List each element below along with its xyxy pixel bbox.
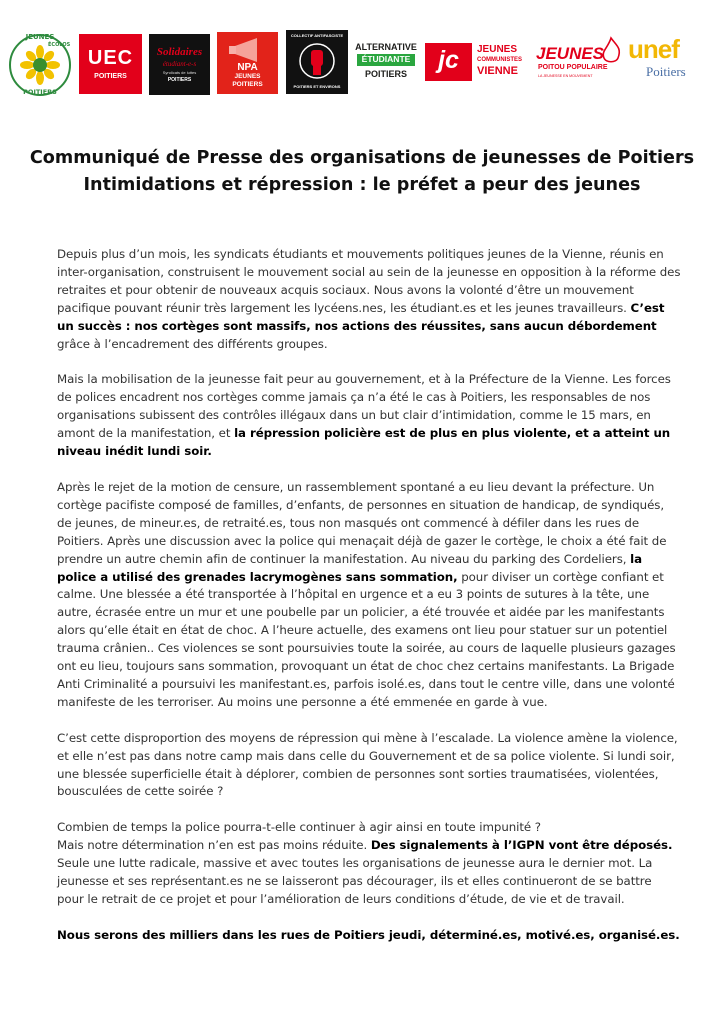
jpp-tagline-text: LA JEUNESSE EN MOUVEMENT — [538, 74, 593, 78]
title-line-2: Intimidations et répression : le préfet a peur des jeunes — [83, 175, 641, 195]
logo-collectif-antifasciste — [286, 30, 348, 94]
body-paragraph — [57, 371, 681, 461]
logo-npa-jeunes — [217, 32, 278, 94]
body-paragraph — [57, 819, 681, 909]
jc-line3-text: VIENNE — [477, 65, 518, 77]
press-release-body — [57, 246, 681, 963]
npa-jeunes-text: JEUNES — [234, 73, 261, 80]
logo-banner — [6, 28, 718, 100]
jeunes-ecolos-side-text: ÉCOLOS — [48, 42, 71, 48]
unef-city-text: Poitiers — [646, 64, 686, 79]
paragraph-text: Après le rejet de la motion de censure, un rassemblement spontané a eu lieu devant la préfecture. Un cortège pacifiste composé de familles, d’enfants, de personnes en situation de handicap, de syndiqués, de jeunes, de mineur.es, de retraité.es, tous non masqués ont commencé à défiler dans les rues de Poitiers. Après une discussion avec la police qui menaçait déjà de gazer le cortège, le choix a été fait de prendre un autre chemin afin de continuer la manifestation. Au niveau du parking des Cordeliers, — [57, 479, 667, 566]
jeunes-ecolos-top-text: JEUNES — [25, 33, 55, 41]
jc-line1-text: JEUNES — [477, 44, 518, 55]
jc-mark-text: jc — [438, 46, 459, 74]
paragraph-text: Mais la mobilisation de la jeunesse fait peur au gouvernement, et à la Préfecture de la Vienne. Les forces de polices encadrent nos cortèges comme jamais ça n’a été le cas à Poitiers, les responsables de nos organisations subissent des contrôles illégaux dans un but clair d’intimidation, comme le 15 mars, en amont de la manifestation, et — [57, 372, 671, 441]
body-paragraph — [57, 479, 681, 712]
paragraph-text: pour diviser un cortège confiant et calme. Une blessée a été transportée à l’hôpital en urgence et a eu 3 points de sutures à la tête, une autre, écrasée entre un mur et une poubelle par un policier, a été trouvée et aidée par les manifestants alors qu’elle était en état de choc. A l’heure actuelle, des examens ont lieu pour statuer sur un potentiel trauma crânien.. Ces violences se sont poursuivies toute la soirée, au cours de laquelle plusieurs gazages ont eu lieu, toujours sans sommation, provoquant un état de choc chez certains manifestants. La Brigade Anti Criminalité a poursuivi les manifestant.es, parfois isolé.es, dans tout le centre ville, dans une volonté manifeste de les terroriser. Au moins une personne a été emmenée en garde à vue. — [57, 569, 676, 709]
npa-city-text: POITIERS — [232, 81, 263, 88]
paragraph-text: Combien de temps la police pourra-t-elle continuer à agir ainsi en toute impunité ? — [57, 820, 541, 835]
logo-unef — [626, 36, 716, 84]
jpp-sub-text: POITOU POPULAIRE — [538, 64, 608, 71]
paragraph-text: C’est cette disproportion des moyens de répression qui mène à l’escalade. La violence amène la violence, et elle n’est pas dans notre camp mais dans celle du Gouvernement et de sa police violente. Si lundi soir, une blessée superficielle était à déplorer, combien de personnes sont sorties traumatisées, violentées, bousculées de cette soirée ? — [57, 730, 678, 799]
alternative-city-text: POITIERS — [364, 69, 407, 79]
antifa-top-text: COLLECTIF ANTIFASCISTE — [290, 33, 344, 38]
body-paragraph — [57, 927, 681, 945]
jc-mark — [425, 43, 472, 81]
solidaires-sub-text: étudiant-e-s — [162, 60, 197, 68]
solidaires-city-text: POITIERS — [167, 77, 192, 83]
emphasis-text: Nous serons des milliers dans les rues de Poitiers jeudi, déterminé.es, motivé.es, organisé.es. — [57, 927, 680, 942]
jpp-flame-icon — [596, 36, 622, 66]
logo-solidaires — [149, 34, 210, 95]
alternative-etudiante-text: ÉTUDIANTE — [357, 54, 415, 66]
solidaires-tagline-text: Syndicats de luttes — [162, 70, 197, 75]
emphasis-text: la répression policière est de plus en plus violente, et a atteint un niveau inédit lundi soir. — [57, 426, 671, 459]
logo-alternative-etudiante — [352, 42, 420, 86]
unef-name-text: unef — [628, 36, 679, 64]
emphasis-text: Des signalements à l’IGPN vont être déposés. — [370, 838, 673, 853]
alternative-name-text: ALTERNATIVE — [355, 42, 417, 52]
jeunes-ecolos-bottom-text: POITIERS — [23, 88, 57, 96]
logo-jeunes-ecolos — [8, 32, 72, 98]
emphasis-text: C’est un succès : nos cortèges sont massifs, nos actions des réussites, sans aucun débordement — [57, 300, 665, 333]
logo-jeunes-poitou-populaire — [534, 36, 622, 86]
paragraph-text: Seule une lutte radicale, massive et avec toutes les organisations de jeunesse aura le dernier mot. La jeunesse et ses représentant.es ne se laisseront pas décourager, ils et elles continueront de se battre pour le retrait de ce projet et pour l’amélioration de leurs conditions d’étude, de vie et de travail. — [57, 856, 653, 906]
emphasis-text: la police a utilisé des grenades lacrymogènes sans sommation, — [57, 551, 642, 584]
body-paragraph — [57, 246, 681, 353]
uec-mark-text: UEC — [87, 47, 134, 69]
paragraph-text: Depuis plus d’un mois, les syndicats étudiants et mouvements politiques jeunes de la Vienne, réunis en inter-organisation, construisent le mouvement social au sein de la jeunesse en opposition à la réforme des retraites et pour obtenir de nouveaux acquis sociaux. Nous avons la volonté d’être un mouvement pacifique pouvant réunir très largement les lycéens.nes, les étudiant.es et les jeunes travailleurs. — [57, 247, 681, 315]
npa-name-text: NPA — [237, 62, 258, 73]
press-release-title — [0, 145, 724, 199]
paragraph-text: grâce à l’encadrement des différents groupes. — [57, 336, 328, 351]
antifa-bottom-text: POITIERS ET ENVIRONS — [293, 84, 341, 89]
jc-line2-text: COMMUNISTES — [477, 57, 522, 63]
title-line-1: Communiqué de Presse des organisations de jeunesses de Poitiers — [29, 148, 695, 168]
uec-city-text: POITIERS — [94, 73, 127, 80]
paragraph-text: Mais notre détermination n’en est pas moins réduite. — [57, 838, 371, 853]
jpp-name-text: JEUNES — [536, 44, 605, 63]
logo-uec — [79, 34, 142, 94]
logo-jeunes-communistes — [425, 43, 533, 83]
body-paragraph — [57, 730, 681, 802]
solidaires-name-text: Solidaires — [156, 46, 203, 58]
